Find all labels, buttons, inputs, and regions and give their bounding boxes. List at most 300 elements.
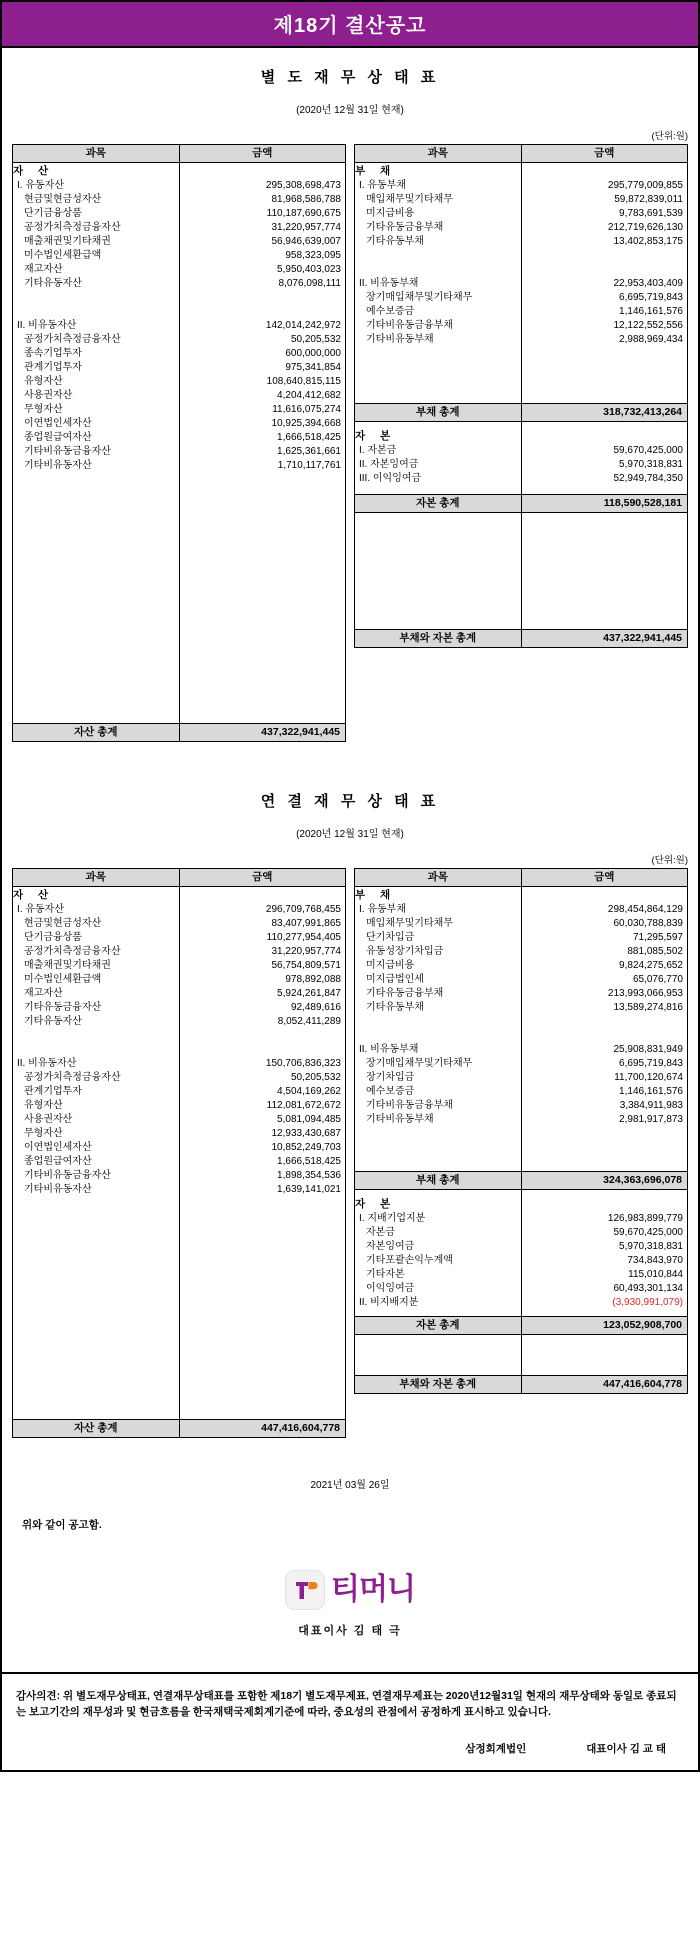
line-item-row (13, 207, 179, 221)
line-item-label: 자본금 (366, 1227, 395, 1238)
line-item-amount: 5,970,318,831 (619, 1241, 683, 1252)
equity-label-list (355, 1190, 521, 1316)
line-item-label: 미지급비용 (366, 960, 415, 971)
line-item-row (355, 305, 521, 319)
equity-filler-amount-list (522, 513, 688, 629)
line-item-label: 장기매입채무및기타채무 (366, 292, 473, 303)
group-heading: 자 본 (355, 430, 397, 442)
spacer-amount (180, 1029, 346, 1057)
line-item-amount: 5,950,403,023 (277, 264, 341, 275)
line-item-row (13, 1127, 179, 1141)
line-item-label: 기타비유동부채 (366, 334, 434, 345)
col-header-name: 과목 (13, 869, 180, 887)
assets-amount-list (180, 163, 346, 723)
col-header-name: 과목 (13, 145, 180, 163)
liabilities-label-list (355, 887, 521, 1171)
line-item-label: 종업원급여자산 (24, 1156, 92, 1167)
spacer-amount (180, 1197, 346, 1419)
spacer-amount (522, 1196, 688, 1212)
line-item-amount: 5,081,094,485 (277, 1114, 341, 1125)
line-item-label: 자본잉여금 (366, 1241, 415, 1252)
line-item-row (13, 347, 179, 361)
line-item-row (13, 1071, 179, 1085)
line-item-row (355, 1043, 521, 1057)
line-item-amount: 1,710,117,761 (277, 460, 341, 471)
line-item-row (13, 431, 179, 445)
line-item-row (355, 1071, 521, 1085)
liabilities-equity-total-amount: 437,322,941,445 (521, 630, 688, 648)
line-item-row (13, 1183, 179, 1197)
col-header-amount: 금액 (179, 869, 346, 887)
line-item-amount: 56,754,809,571 (271, 960, 341, 971)
line-item-row (13, 249, 179, 263)
liabilities-amount-cell (521, 163, 688, 404)
line-item-label: 무형자산 (24, 1128, 63, 1139)
separate-unit-label: (단위:원) (651, 131, 688, 142)
spacer-amount (522, 1335, 688, 1375)
line-item-amount: 295,308,698,473 (265, 180, 341, 191)
line-item-row (13, 221, 179, 235)
line-item-amount: 83,407,991,865 (271, 918, 341, 929)
audit-opinion-section (2, 1672, 698, 1770)
spacer-amount (522, 428, 688, 444)
equity-label-cell (355, 1190, 522, 1317)
spacer-amount (180, 163, 346, 179)
line-item-label: 종업원급여자산 (24, 432, 92, 443)
line-item-amount: 1,146,161,576 (619, 1086, 683, 1097)
liabilities-subtotal-amount: 318,732,413,264 (521, 404, 688, 422)
group-heading: 자 산 (13, 165, 55, 177)
line-item-label: 이연법인세자산 (24, 418, 92, 429)
consolidated-assets-table (12, 868, 346, 1438)
separate-balance-sheet (12, 144, 688, 742)
equity-amount-cell (521, 1190, 688, 1317)
audit-opinion-text: 감사의견: 위 별도재무상태표, 연결재무상태표를 포함한 제18기 별도재무제표, 연결재무제표는 2020년12월31일 현재의 재무상태와 동일로 종료되는 보고기간의 재무성과 및 현금흐름을 한국채택국제회계기준에 따라, 중요성의 관점에서 공정하게 표시하고 있습니다. (16, 1690, 677, 1719)
liabilities-subtotal-row (355, 404, 688, 422)
spacer-row (355, 513, 521, 629)
equity-label-cell (355, 422, 522, 495)
line-item-amount: 6,695,719,843 (619, 292, 683, 303)
line-item-label: 현금및현금성자산 (24, 918, 102, 929)
line-item-label: 기타유동부채 (366, 236, 424, 247)
line-item-label: 단기차입금 (366, 932, 415, 943)
spacer-row (13, 1197, 179, 1419)
line-item-label: 매입채무및기타채무 (366, 194, 453, 205)
line-item-row (13, 1141, 179, 1155)
line-item-amount: 13,402,853,175 (613, 236, 683, 247)
line-item-row (355, 221, 521, 235)
line-item-label: 무형자산 (24, 404, 63, 415)
equity-amount-cell (521, 422, 688, 495)
line-item-row (355, 1254, 521, 1268)
line-item-row (13, 375, 179, 389)
line-item-amount: 295,779,009,855 (607, 180, 683, 191)
group-heading: 자 본 (355, 1198, 397, 1210)
group-heading: 부 채 (355, 889, 397, 901)
bottom-spacer (12, 1638, 688, 1672)
line-item-row (13, 459, 179, 473)
line-item-row (355, 945, 521, 959)
line-item-row (13, 193, 179, 207)
liabilities-equity-total-amount: 447,416,604,778 (521, 1376, 688, 1394)
line-item-row (13, 917, 179, 931)
equity-amount-list (522, 422, 688, 494)
line-item-amount: 1,146,161,576 (619, 306, 683, 317)
announcement-date: 2021년 03월 26일 (310, 1480, 390, 1491)
liabilities-subtotal-label: 부채 총계 (355, 1172, 522, 1190)
line-item-row (13, 445, 179, 459)
line-item-amount: 50,205,532 (290, 334, 341, 345)
line-item-row (13, 1015, 179, 1029)
equity-label-list (355, 422, 521, 494)
line-item-label: 관계기업투자 (24, 362, 82, 373)
line-item-amount: 3,384,911,983 (619, 1100, 683, 1111)
equity-subtotal-row (355, 1317, 688, 1335)
line-item-amount: 978,892,088 (285, 974, 341, 985)
line-item-amount: 2,981,917,873 (619, 1114, 683, 1125)
line-item-label: 기타비유동금융자산 (24, 446, 111, 457)
spacer-amount (522, 513, 688, 629)
tmoney-logo-icon (285, 1570, 325, 1610)
line-item-amount: 11,700,120,674 (614, 1072, 683, 1083)
liabilities-subtotal-row (355, 1172, 688, 1190)
col-header-amount: 금액 (521, 145, 688, 163)
spacer-row (355, 486, 521, 494)
line-item-label: 기타유동금융부채 (366, 988, 444, 999)
line-item-row (355, 291, 521, 305)
line-item-amount: 81,968,586,788 (271, 194, 341, 205)
line-item-row (13, 1169, 179, 1183)
separate-assets-side (12, 144, 346, 742)
line-item-amount: 56,946,639,007 (271, 236, 341, 247)
line-item-row (13, 1001, 179, 1015)
line-item-row (355, 179, 521, 193)
line-item-amount: 31,220,957,774 (271, 946, 341, 957)
line-item-row (13, 931, 179, 945)
logo-wordmark: 티머니 (331, 1573, 415, 1606)
line-item-amount: 92,489,616 (290, 1002, 341, 1013)
line-item-amount: 600,000,000 (285, 348, 341, 359)
equity-subtotal-label: 자본 총계 (355, 495, 522, 513)
line-item-row (13, 403, 179, 417)
line-item-amount: 958,323,095 (285, 250, 341, 261)
line-item-label: 기타비유동금융자산 (24, 1170, 111, 1181)
consolidated-liabilities-side (354, 868, 688, 1438)
separate-statement-date: (2020년 12월 31일 현재) (296, 105, 404, 116)
line-item-row (355, 1296, 521, 1310)
line-item-label: II. 비유동자산 (17, 1058, 77, 1069)
equity-amount-list (522, 1190, 688, 1316)
line-item-row (13, 959, 179, 973)
line-item-label: 유형자산 (24, 376, 63, 387)
line-item-label: 기타비유동자산 (24, 1184, 92, 1195)
line-item-row (355, 987, 521, 1001)
line-item-amount: 50,205,532 (290, 1072, 341, 1083)
spacer-row (355, 249, 521, 277)
assets-total-amount: 447,416,604,778 (179, 1420, 346, 1438)
line-item-amount: 9,824,275,652 (619, 960, 683, 971)
consolidated-assets-side (12, 868, 346, 1438)
line-item-row (355, 1099, 521, 1113)
line-item-row (13, 973, 179, 987)
line-item-row (355, 207, 521, 221)
line-item-label: 기타비유동금융부채 (366, 1100, 453, 1111)
line-item-amount: 115,010,844 (628, 1269, 683, 1280)
line-item-amount: 298,454,864,129 (607, 904, 683, 915)
company-logo (12, 1570, 688, 1610)
line-item-label: II. 비유동자산 (17, 320, 77, 331)
spacer-row (13, 473, 179, 723)
line-item-row (355, 931, 521, 945)
equity-filler-amount-list (522, 1335, 688, 1375)
line-item-amount: 110,187,690,675 (266, 208, 341, 219)
line-item-row (13, 361, 179, 375)
line-item-label: 유동성장기차입금 (366, 946, 444, 957)
line-item-label: 단기금융상품 (24, 932, 82, 943)
line-item-amount: 59,670,425,000 (613, 445, 683, 456)
line-item-label: II. 자본잉여금 (359, 459, 419, 470)
line-item-label: I. 유동자산 (17, 904, 64, 915)
line-item-amount: 212,719,626,130 (607, 222, 683, 233)
assets-label-list (13, 887, 179, 1419)
assets-total-amount: 437,322,941,445 (179, 724, 346, 742)
line-item-label: 기타유동자산 (24, 278, 82, 289)
line-item-amount: 108,640,815,115 (266, 376, 341, 387)
line-item-label: 사용권자산 (24, 1114, 73, 1125)
line-item-amount: 13,589,274,816 (613, 1002, 683, 1013)
announcement-notice: 위와 같이 공고함. (22, 1519, 102, 1531)
table-header-row (355, 869, 688, 887)
line-item-row (355, 1240, 521, 1254)
audit-firm-name: 삼정회계법인 (465, 1742, 527, 1755)
separate-assets-table (12, 144, 346, 742)
line-item-amount: 1,639,141,021 (277, 1184, 341, 1195)
spacer-amount (522, 887, 688, 903)
line-item-row (355, 444, 521, 458)
line-item-label: 기타비유동부채 (366, 1114, 434, 1125)
line-item-amount: 59,670,425,000 (613, 1227, 683, 1238)
equity-filler-row (355, 513, 688, 630)
spacer-amount (522, 1015, 688, 1043)
line-item-row (13, 179, 179, 193)
line-item-amount: 5,924,261,847 (277, 988, 341, 999)
line-item-amount: (3,930,991,079) (612, 1297, 683, 1308)
assets-total-row (13, 1420, 346, 1438)
line-item-row (355, 235, 521, 249)
separate-statement-title: 별 도 재 무 상 태 표 (260, 69, 440, 86)
line-item-label: 유형자산 (24, 1100, 63, 1111)
line-item-label: 장기차입금 (366, 1072, 415, 1083)
line-item-amount: 12,933,430,687 (271, 1128, 341, 1139)
line-item-amount: 12,122,552,556 (613, 320, 683, 331)
company-ceo: 대표이사 김 태 극 (298, 1625, 402, 1637)
spacer-row (355, 1015, 521, 1043)
section-gap (2, 742, 698, 772)
consolidated-unit-label: (단위:원) (651, 855, 688, 866)
consolidated-statement-date: (2020년 12월 31일 현재) (296, 829, 404, 840)
equity-filler-amount-cell (521, 1335, 688, 1376)
liabilities-label-list (355, 163, 521, 403)
line-item-amount: 71,295,597 (632, 932, 683, 943)
col-header-name: 과목 (355, 869, 522, 887)
liabilities-equity-total-label: 부채와 자본 총계 (355, 630, 522, 648)
line-item-row (13, 1085, 179, 1099)
line-item-label: 종속기업투자 (24, 348, 82, 359)
line-item-row (13, 389, 179, 403)
spacer-amount (180, 887, 346, 903)
col-header-amount: 금액 (521, 869, 688, 887)
line-item-amount: 1,625,361,661 (277, 446, 341, 457)
line-item-amount: 31,220,957,774 (271, 222, 341, 233)
equity-subtotal-amount: 123,052,908,700 (521, 1317, 688, 1335)
line-item-label: 공정가치측정금융자산 (24, 334, 121, 345)
line-item-label: 미수법인세환급액 (24, 250, 102, 261)
group-heading: 자 산 (13, 889, 55, 901)
line-item-row (355, 458, 521, 472)
line-item-label: 미지급법인세 (366, 974, 424, 985)
line-item-amount: 4,204,412,682 (277, 390, 341, 401)
line-item-row (355, 1113, 521, 1127)
table-body-row (13, 163, 346, 724)
line-item-row (355, 1268, 521, 1282)
assets-amount-cell (179, 163, 346, 724)
spacer-amount (180, 291, 346, 319)
col-header-name: 과목 (355, 145, 522, 163)
line-item-row (13, 903, 179, 917)
equity-body-row (355, 422, 688, 495)
liabilities-equity-total-row (355, 1376, 688, 1394)
line-item-amount: 881,085,502 (627, 946, 683, 957)
consolidated-statement-section (2, 790, 698, 1438)
spacer-amount (522, 1127, 688, 1171)
line-item-row (355, 1057, 521, 1071)
line-item-label: I. 유동자산 (17, 180, 64, 191)
table-header-row (13, 869, 346, 887)
line-item-amount: 60,493,301,134 (613, 1283, 683, 1294)
line-item-amount: 8,052,411,289 (277, 1016, 341, 1027)
line-item-row (355, 917, 521, 931)
line-item-row (355, 1282, 521, 1296)
line-item-row (355, 333, 521, 347)
spacer-amount (522, 163, 688, 179)
line-item-amount: 150,706,836,323 (265, 1058, 341, 1069)
line-item-label: 공정가치측정금융자산 (24, 222, 121, 233)
audit-signers (16, 1741, 684, 1756)
line-item-label: 기타비유동자산 (24, 460, 92, 471)
line-item-label: 기타유동금융부채 (366, 222, 444, 233)
signature-section (2, 1476, 698, 1672)
liabilities-subtotal-label: 부채 총계 (355, 404, 522, 422)
spacer-row (355, 1127, 521, 1171)
line-item-label: I. 유동부채 (359, 904, 406, 915)
consolidated-statement-title: 연 결 재 무 상 태 표 (260, 793, 440, 810)
line-item-label: 공정가치측정금융자산 (24, 1072, 121, 1083)
line-item-row (13, 277, 179, 291)
line-item-label: 이익잉여금 (366, 1283, 415, 1294)
line-item-amount: 22,953,403,409 (613, 278, 683, 289)
line-item-label: 예수보증금 (366, 1086, 415, 1097)
equity-filler-amount-cell (521, 513, 688, 630)
line-item-label: 기타비유동금융부채 (366, 320, 453, 331)
liabilities-subtotal-amount: 324,363,696,078 (521, 1172, 688, 1190)
consolidated-liabilities-table (354, 868, 688, 1394)
line-item-label: III. 이익잉여금 (359, 473, 422, 484)
line-item-amount: 60,030,788,839 (613, 918, 683, 929)
line-item-row (355, 959, 521, 973)
line-item-label: 예수보증금 (366, 306, 415, 317)
table-header-row (13, 145, 346, 163)
line-item-label: 기타유동부채 (366, 1002, 424, 1013)
line-item-row (355, 1085, 521, 1099)
liabilities-label-cell (355, 887, 522, 1172)
line-item-label: 단기금융상품 (24, 208, 82, 219)
spacer-amount (522, 249, 688, 277)
spacer-row (355, 1310, 521, 1316)
line-item-label: II. 비유동부채 (359, 1044, 419, 1055)
line-item-amount: 1,898,354,536 (277, 1170, 341, 1181)
liabilities-equity-total-label: 부채와 자본 총계 (355, 1376, 522, 1394)
line-item-row (13, 987, 179, 1001)
equity-filler-label-list (355, 1335, 521, 1375)
line-item-row (355, 319, 521, 333)
assets-total-label: 자산 총계 (13, 724, 180, 742)
liabilities-amount-cell (521, 887, 688, 1172)
spacer-amount (522, 486, 688, 494)
line-item-row (355, 472, 521, 486)
consolidated-balance-sheet (12, 868, 688, 1438)
line-item-label: 매입채무및기타채무 (366, 918, 453, 929)
line-item-amount: 8,076,098,111 (278, 278, 341, 289)
line-item-amount: 59,872,839,011 (614, 194, 683, 205)
line-item-label: 미지급비용 (366, 208, 415, 219)
line-item-label: 공정가치측정금융자산 (24, 946, 121, 957)
line-item-row (13, 263, 179, 277)
line-item-amount: 4,504,169,262 (277, 1086, 341, 1097)
line-item-row (355, 903, 521, 917)
line-item-label: 현금및현금성자산 (24, 194, 102, 205)
line-item-row (13, 1057, 179, 1071)
col-header-amount: 금액 (179, 145, 346, 163)
line-item-label: I. 유동부채 (359, 180, 406, 191)
liabilities-label-cell (355, 163, 522, 404)
line-item-label: II. 비지배지분 (359, 1297, 419, 1308)
spacer-amount (180, 473, 346, 723)
line-item-label: 기타유동자산 (24, 1016, 82, 1027)
spacer-amount (522, 1310, 688, 1316)
line-item-amount: 2,988,969,434 (619, 334, 683, 345)
line-item-amount: 112,081,672,672 (266, 1100, 341, 1111)
line-item-amount: 975,341,854 (285, 362, 341, 373)
line-item-label: 기타유동금융자산 (24, 1002, 102, 1013)
line-item-label: 재고자산 (24, 988, 63, 999)
assets-total-row (13, 724, 346, 742)
liabilities-equity-total-row (355, 630, 688, 648)
line-item-amount: 10,925,394,668 (271, 418, 341, 429)
equity-body-row (355, 1190, 688, 1317)
line-item-label: 재고자산 (24, 264, 63, 275)
line-item-row (355, 193, 521, 207)
line-item-row (355, 973, 521, 987)
assets-amount-cell (179, 887, 346, 1420)
line-item-label: 기타자본 (366, 1269, 405, 1280)
spacer-row (13, 291, 179, 319)
assets-label-list (13, 163, 179, 723)
spacer-row (13, 1029, 179, 1057)
line-item-row (13, 417, 179, 431)
line-item-amount: 142,014,242,972 (265, 320, 341, 331)
spacer-row (355, 1335, 521, 1375)
equity-filler-label-cell (355, 1335, 522, 1376)
